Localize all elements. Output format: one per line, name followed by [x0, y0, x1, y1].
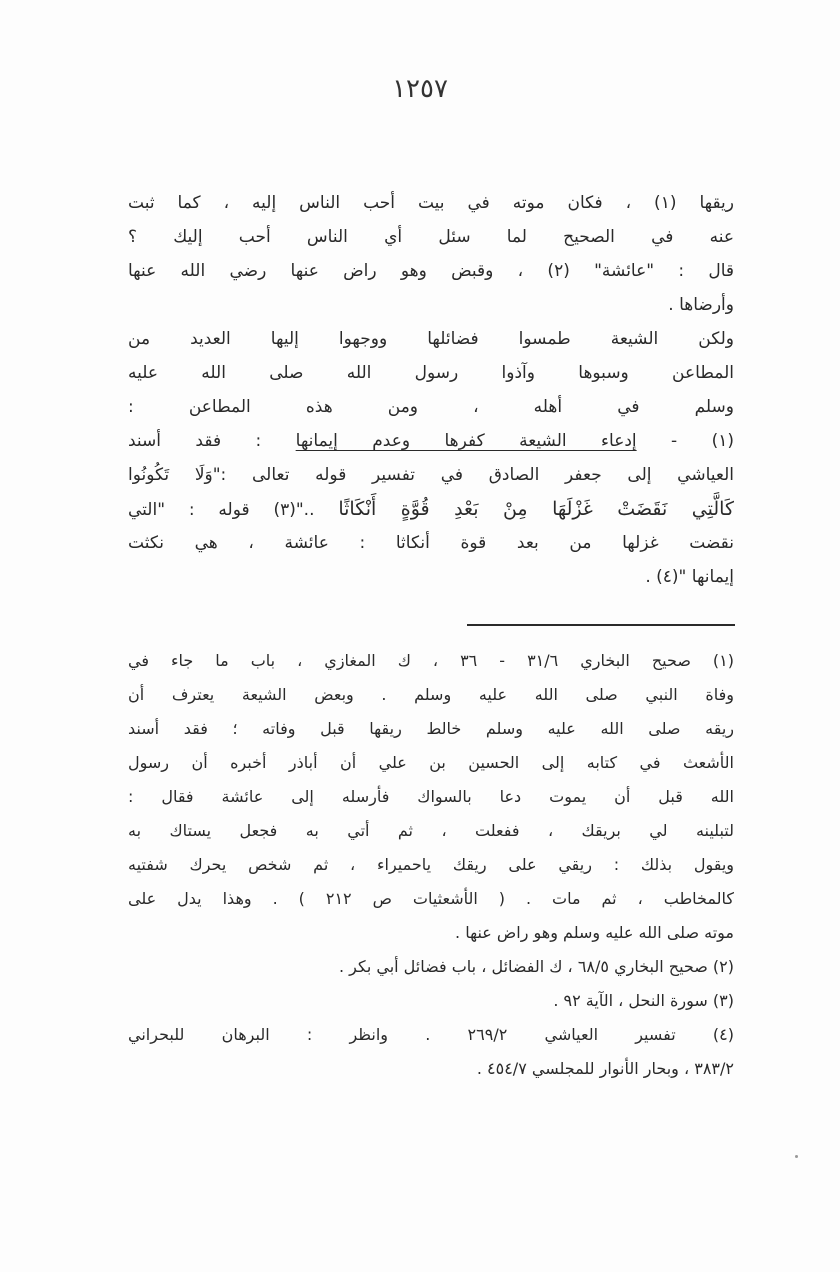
text-line: العياشي إلى جعفر الصادق في تفسير قوله تعالى :"وَلَا تَكُونُوا: [128, 465, 734, 485]
footnote-4: (٤) تفسير العياشي ٢٦٩/٢ . وانظر : البرهان للبحراني: [128, 1025, 734, 1044]
footnote-3: (٣) سورة النحل ، الآية ٩٢ .: [553, 991, 734, 1010]
footnote-line: كالمخاطب ، ثم مات . ( الأشعثيات ص ٢١٢ ) . وهذا يدل على: [128, 889, 734, 908]
footnote-line: ريقه صلى الله عليه وسلم خالط ريقها قبل وفاته ؛ فقد أسند: [128, 719, 734, 738]
section-heading: [128, 424, 734, 458]
footnote-line: ويقول بذلك : ريقي على ريقك ياحميراء ، ثم شخص يحرك شفتيه: [128, 855, 734, 874]
footnote-divider: [467, 624, 735, 626]
quran-verse: كَالَّتِي نَقَضَتْ غَزْلَهَا مِنْ بَعْدِ قُوَّةٍ أَنْكَاثًا: [338, 498, 734, 520]
footnote-line: الأشعث في كتابه إلى الحسين بن علي أن أباذر أخبره أن رسول: [128, 753, 734, 772]
text-line: ولكن الشيعة طمسوا فضائلها ووجهوا إليها العديد من: [128, 329, 734, 349]
section-heading-title: إدعاء الشيعة كفرها وعدم إيمانها: [295, 431, 637, 451]
section-heading-number: (١) -: [636, 431, 734, 451]
text-line: ريقها (١) ، فكان موته في بيت أحب الناس إليه ، كما ثبت: [128, 193, 734, 213]
scan-speck: [795, 1155, 798, 1158]
quran-line: [128, 492, 734, 526]
footnote-line: لتبلينه لي بريقك ، ففعلت ، ثم أتي به فجعل يستاك به: [128, 821, 734, 840]
quran-citation: .."(٣) قوله : "التي: [128, 500, 339, 520]
text-line: وأرضاها .: [668, 295, 734, 315]
footnote-line: الله قبل أن يموت دعا بالسواك فأرسله إلى عائشة فقال :: [128, 787, 734, 806]
footnotes: [128, 644, 734, 1086]
footnote-line: موته صلى الله عليه وسلم وهو راض عنها .: [455, 923, 734, 942]
text-line: إيمانها "(٤) .: [645, 567, 734, 587]
text-line: نقضت غزلها من بعد قوة أنكاثا : عائشة ، هي نكثت: [128, 533, 734, 553]
text-line: المطاعن وسبوها وآذوا رسول الله صلى الله عليه: [128, 363, 734, 383]
text-line: وسلم في أهله ، ومن هذه المطاعن :: [128, 397, 734, 417]
footnote-line: (١) صحيح البخاري ٣١/٦ - ٣٦ ، ك المغازي ، باب ما جاء في: [128, 651, 734, 670]
footnote-2: (٢) صحيح البخاري ٦٨/٥ ، ك الفضائل ، باب فضائل أبي بكر .: [338, 957, 734, 976]
main-text: [128, 186, 734, 594]
footnote-4-continued: ٣٨٣/٢ ، وبحار الأنوار للمجلسي ٤٥٤/٧ .: [476, 1059, 734, 1078]
footnote-line: وفاة النبي صلى الله عليه وسلم . وبعض الشيعة يعترف أن: [128, 685, 734, 704]
page-number: ١٢٥٧: [392, 74, 448, 104]
text-line: عنه في الصحيح لما سئل أي الناس أحب إليك ؟: [128, 227, 734, 247]
text-line: قال : "عائشة" (٢) ، وقبض وهو راض عنها رضي الله عنها: [128, 261, 734, 281]
section-heading-continuation: : فقد أسند: [128, 431, 296, 451]
